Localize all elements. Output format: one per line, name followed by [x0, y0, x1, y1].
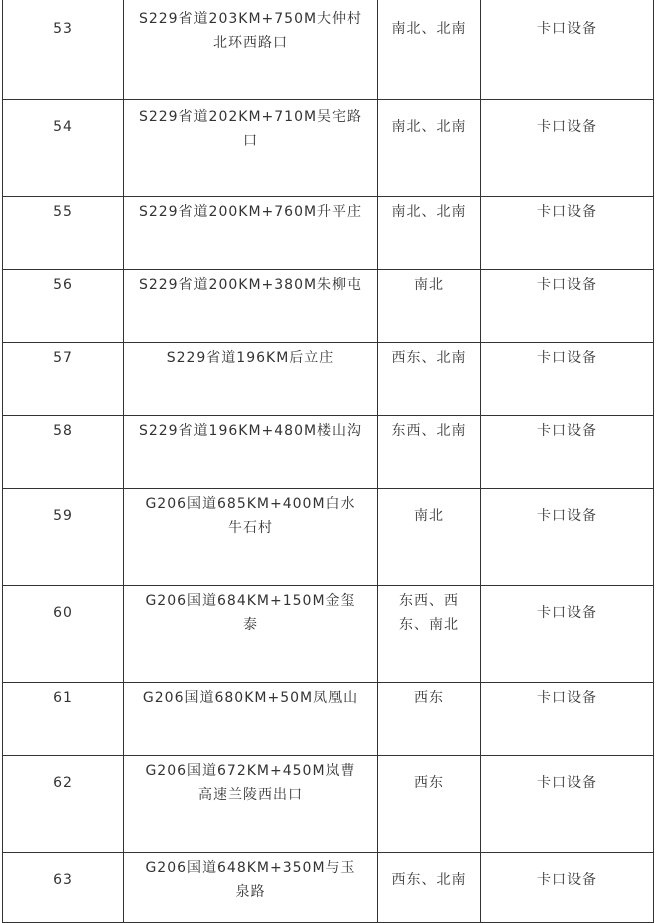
- direction-line-1: 西东、北南: [391, 872, 467, 888]
- location-cell: [124, 756, 378, 853]
- device-type-cell: 卡口设备: [481, 0, 654, 100]
- row-number: 55: [3, 197, 124, 270]
- direction-line-1: 南北、北南: [391, 119, 467, 135]
- direction-line-1: 东西、北南: [391, 423, 467, 439]
- row-number: 57: [3, 343, 124, 416]
- location-line-2: 口: [243, 133, 258, 149]
- location-cell: [124, 683, 378, 756]
- location-line-1: G206国道648KM+350M与玉: [145, 860, 356, 876]
- location-line-1: G206国道680KM+50M凤凰山: [142, 690, 359, 706]
- location-line-1: S229省道203KM+750M大仲村: [138, 11, 363, 27]
- direction-line-1: 西东: [414, 775, 444, 791]
- location-cell: [124, 416, 378, 489]
- table-row: [3, 100, 654, 197]
- device-type-cell: 卡口设备: [481, 416, 654, 489]
- checkpoint-table: [2, 0, 654, 923]
- location-cell: [124, 100, 378, 197]
- location-line-2: 泉路: [235, 884, 266, 900]
- device-type-cell: 卡口设备: [481, 756, 654, 853]
- location-line-2: 泰: [243, 617, 258, 633]
- direction-cell: [378, 683, 481, 756]
- location-line-1: S229省道196KM后立庄: [166, 350, 335, 366]
- device-type-cell: 卡口设备: [481, 489, 654, 586]
- direction-line-2: 东、南北: [399, 617, 459, 633]
- direction-line-1: 西东、北南: [391, 350, 467, 366]
- location-line-2: 高速兰陵西出口: [198, 787, 303, 803]
- table-row: [3, 343, 654, 416]
- direction-line-1: 南北、北南: [391, 21, 467, 37]
- direction-cell: [378, 270, 481, 343]
- row-number: 56: [3, 270, 124, 343]
- location-cell: [124, 489, 378, 586]
- location-line-1: S229省道200KM+380M朱柳屯: [138, 277, 363, 293]
- device-type-cell: 卡口设备: [481, 197, 654, 270]
- device-type-cell: 卡口设备: [481, 586, 654, 683]
- table-row: [3, 416, 654, 489]
- location-cell: [124, 197, 378, 270]
- direction-line-1: 南北: [414, 277, 444, 293]
- direction-cell: [378, 343, 481, 416]
- row-number: 60: [3, 586, 124, 683]
- row-number: 59: [3, 489, 124, 586]
- table-row: [3, 586, 654, 683]
- row-number: 58: [3, 416, 124, 489]
- location-cell: [124, 0, 378, 100]
- location-line-1: G206国道685KM+400M白水: [145, 496, 356, 512]
- direction-line-1: 南北: [414, 508, 444, 524]
- device-type-cell: 卡口设备: [481, 853, 654, 923]
- row-number: 61: [3, 683, 124, 756]
- device-type-cell: 卡口设备: [481, 683, 654, 756]
- direction-line-1: 西东: [414, 690, 444, 706]
- location-line-1: S229省道200KM+760M升平庄: [138, 204, 363, 220]
- direction-cell: [378, 416, 481, 489]
- location-cell: [124, 586, 378, 683]
- location-line-2: 牛石村: [228, 520, 273, 536]
- row-number: 54: [3, 100, 124, 197]
- direction-cell: [378, 586, 481, 683]
- table-row: [3, 756, 654, 853]
- location-line-1: S229省道196KM+480M楼山沟: [138, 423, 363, 439]
- location-cell: [124, 853, 378, 923]
- location-line-1: G206国道672KM+450M岚曹: [145, 763, 356, 779]
- row-number: 53: [3, 0, 124, 100]
- table-row: [3, 683, 654, 756]
- device-type-cell: 卡口设备: [481, 100, 654, 197]
- table-row: [3, 489, 654, 586]
- direction-cell: [378, 0, 481, 100]
- location-line-2: 北环西路口: [213, 35, 288, 51]
- location-line-1: G206国道684KM+150M金玺: [145, 593, 356, 609]
- direction-line-1: 东西、西: [399, 593, 459, 609]
- direction-cell: [378, 756, 481, 853]
- direction-cell: [378, 197, 481, 270]
- device-type-cell: 卡口设备: [481, 270, 654, 343]
- table-row: [3, 270, 654, 343]
- row-number: 62: [3, 756, 124, 853]
- direction-cell: [378, 100, 481, 197]
- direction-cell: [378, 853, 481, 923]
- table-row: [3, 197, 654, 270]
- table-row: [3, 0, 654, 100]
- direction-cell: [378, 489, 481, 586]
- direction-line-1: 南北、北南: [391, 204, 467, 220]
- row-number: 63: [3, 853, 124, 923]
- location-line-1: S229省道202KM+710M吴宅路: [138, 109, 363, 125]
- location-cell: [124, 343, 378, 416]
- table-row: [3, 853, 654, 923]
- location-cell: [124, 270, 378, 343]
- device-type-cell: 卡口设备: [481, 343, 654, 416]
